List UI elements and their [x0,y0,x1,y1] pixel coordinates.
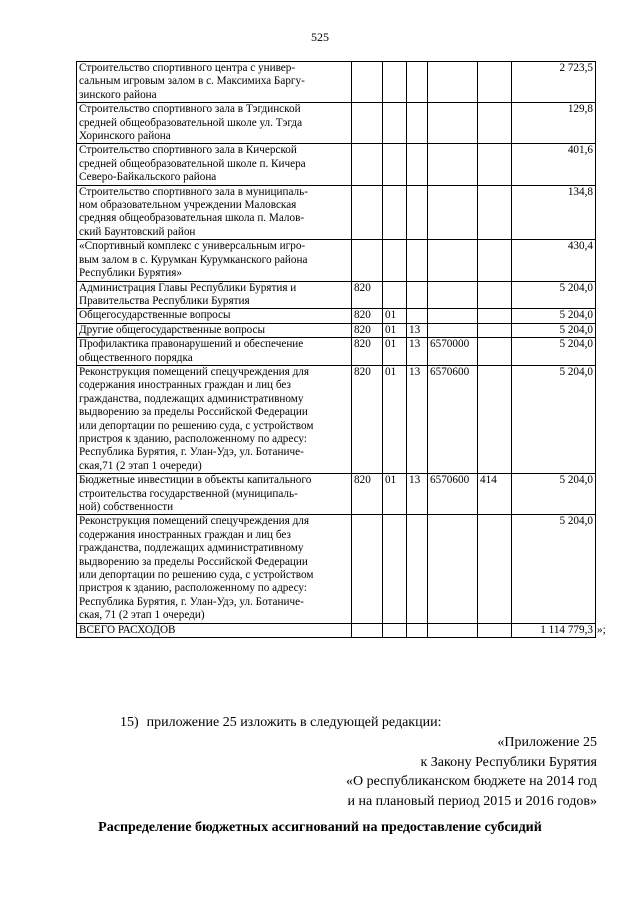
row-name-line: сальным игровым залом в с. Максимиха Баргу- [79,75,305,88]
table-row [77,365,596,473]
appendix-header [346,733,597,811]
cell-sum: 401,6 [512,144,596,185]
table-row [77,309,596,323]
cell-rz [383,515,407,623]
cell-pr [407,240,428,281]
cell-rz: 01 [383,474,407,515]
cell-csr [428,515,478,623]
cell-vr [478,515,512,623]
cell-sum: 5 204,0 [512,309,596,323]
table-row [77,281,596,309]
budget-table [76,61,596,638]
total-empty-cell [383,623,407,637]
cell-adm: 820 [352,309,383,323]
row-name-line: Республика Бурятия, г. Улан-Удэ, ул. Ботаниче- [79,446,304,459]
cell-csr [428,62,478,103]
cell-vr [478,365,512,473]
row-name-line: средней общеобразовательной школе п. Кичера [79,157,306,170]
row-name-line: средняя общеобразовательная школа п. Малов- [79,212,305,225]
cell-pr [407,62,428,103]
row-name-line: выдворению за пределы Российской Федерации [79,555,308,568]
cell-pr [407,515,428,623]
appendix-line: «Приложение 25 [497,735,597,750]
cell-rz: 01 [383,309,407,323]
cell-csr: 6570600 [428,474,478,515]
row-name-line: Республики Бурятия» [79,267,183,280]
cell-rz [383,144,407,185]
row-name-line: Строительство спортивного зала в Тэгдинской [79,103,301,116]
cell-adm: 820 [352,338,383,366]
table-row [77,103,596,144]
cell-vr: 414 [478,474,512,515]
cell-csr [428,144,478,185]
cell-pr: 13 [407,365,428,473]
row-name-line: общественного порядка [79,351,193,364]
row-name-line: содержания иностранных граждан и лиц без [79,379,291,392]
total-row [77,623,596,637]
cell-vr [478,144,512,185]
row-name-line: строительства государственной (муниципаль- [79,487,298,500]
cell-pr [407,185,428,240]
cell-vr [478,240,512,281]
cell-pr [407,309,428,323]
cell-adm: 820 [352,323,383,337]
cell-sum: 5 204,0 [512,515,596,623]
row-name-line: Реконструкция помещений спецучреждения для [79,515,310,528]
cell-vr [478,281,512,309]
total-empty-cell [478,623,512,637]
cell-rz [383,281,407,309]
row-name [77,240,352,281]
cell-pr [407,103,428,144]
cell-pr [407,281,428,309]
cell-csr [428,103,478,144]
row-name-line: ская, 71 (2 этап 1 очереди) [79,609,205,622]
section-title: Распределение бюджетных ассигнований на предоставление субсидий [98,820,542,835]
table-row [77,185,596,240]
row-name [77,103,352,144]
total-empty-cell [407,623,428,637]
cell-csr [428,323,478,337]
row-name-line: гражданства, подлежащих административному [79,392,304,405]
row-name-line: выдворению за пределы Российской Федерации [79,406,308,419]
cell-pr: 13 [407,338,428,366]
table-body [77,62,596,624]
row-name [77,474,352,515]
row-name [77,62,352,103]
cell-vr [478,185,512,240]
row-name [77,515,352,623]
total-label: ВСЕГО РАСХОДОВ [77,623,352,637]
row-name-line: Реконструкция помещений спецучреждения для [79,365,310,378]
cell-rz [383,62,407,103]
row-name-line: пристроя к зданию, расположенному по адресу: [79,432,307,445]
row-name-line: Северо-Байкальского района [79,171,217,184]
table-row [77,62,596,103]
cell-adm: 820 [352,281,383,309]
cell-vr [478,103,512,144]
cell-sum: 134,8 [512,185,596,240]
row-name-line: Общегосударственные вопросы [79,309,231,322]
cell-adm [352,62,383,103]
row-name-line: Бюджетные инвестиции в объекты капитального [79,474,312,487]
row-name [77,338,352,366]
cell-vr [478,338,512,366]
row-name [77,144,352,185]
cell-vr [478,62,512,103]
cell-sum: 5 204,0 [512,365,596,473]
cell-csr [428,309,478,323]
appendix-line: и на плановый период 2015 и 2016 годов» [347,793,597,809]
row-name-line: средней общеобразовательной школе ул. Тэгда [79,116,303,129]
table-row [77,338,596,366]
row-name [77,185,352,240]
row-name-line: пристроя к зданию, расположенному по адресу: [79,582,307,595]
appendix-line: «О республиканском бюджете на 2014 год [346,774,597,789]
row-name-line: Другие общегосударственные вопросы [79,323,266,336]
total-sum: 1 114 779,3 [512,623,596,637]
row-name [77,365,352,473]
cell-vr [478,323,512,337]
total-empty-cell [428,623,478,637]
amendment-number: 15) [120,715,139,730]
appendix-line: к Закону Республики Бурятия [420,754,597,770]
row-name-line: Хоринского района [79,130,171,143]
cell-sum: 129,8 [512,103,596,144]
table-row [77,144,596,185]
table-row [77,474,596,515]
row-name-line: «Спортивный комплекс с универсальным игро- [79,240,306,253]
row-name-line: гражданства, подлежащих административному [79,542,304,555]
table-row [77,240,596,281]
row-name-line: Профилактика правонарушений и обеспечение [79,338,304,351]
cell-rz [383,185,407,240]
row-name-line: ский Баунтовский район [79,225,196,238]
cell-rz: 01 [383,365,407,473]
row-name [77,323,352,337]
page-number: 525 [311,30,329,44]
row-name-line: или депортации по решению суда, с устройством [79,569,314,582]
row-name-line: ская,71 (2 этап 1 очереди) [79,459,202,472]
row-name-line: или депортации по решению суда, с устройством [79,419,314,432]
cell-adm [352,185,383,240]
cell-csr [428,240,478,281]
cell-sum: 2 723,5 [512,62,596,103]
cell-rz [383,240,407,281]
row-name-line: Строительство спортивного центра с универ- [79,62,296,74]
cell-sum: 5 204,0 [512,281,596,309]
table-closing-quote: »; [597,624,606,637]
cell-adm [352,515,383,623]
table-row [77,515,596,623]
cell-csr [428,281,478,309]
cell-adm: 820 [352,365,383,473]
cell-csr: 6570000 [428,338,478,366]
row-name [77,281,352,309]
cell-sum: 5 204,0 [512,338,596,366]
cell-sum: 5 204,0 [512,474,596,515]
row-name-line: ном образовательном учреждении Маловская [79,199,297,212]
row-name [77,309,352,323]
row-name-line: содержания иностранных граждан и лиц без [79,528,291,541]
cell-rz [383,103,407,144]
row-name-line: Администрация Главы Республики Бурятия и [79,281,297,294]
cell-adm [352,144,383,185]
cell-adm: 820 [352,474,383,515]
cell-vr [478,309,512,323]
row-name-line: ной) собственности [79,501,174,513]
amendment-text: приложение 25 изложить в следующей редакции: [146,715,442,730]
total-empty-cell [352,623,383,637]
cell-adm [352,240,383,281]
cell-csr: 6570600 [428,365,478,473]
cell-csr [428,185,478,240]
cell-sum: 430,4 [512,240,596,281]
row-name-line: Республика Бурятия, г. Улан-Удэ, ул. Ботаниче- [79,595,304,608]
row-name-line: Строительство спортивного зала в муниципаль- [79,185,308,198]
row-name-line: Строительство спортивного зала в Кичерской [79,144,297,157]
cell-sum: 5 204,0 [512,323,596,337]
cell-pr [407,144,428,185]
cell-pr: 13 [407,323,428,337]
cell-rz: 01 [383,323,407,337]
table-row [77,323,596,337]
cell-rz: 01 [383,338,407,366]
row-name-line: зинского района [79,88,157,101]
cell-pr: 13 [407,474,428,515]
row-name-line: вым залом в с. Курумкан Курумканского района [79,253,308,266]
cell-adm [352,103,383,144]
amendment-item [120,715,441,731]
row-name-line: Правительства Республики Бурятия [79,294,250,307]
